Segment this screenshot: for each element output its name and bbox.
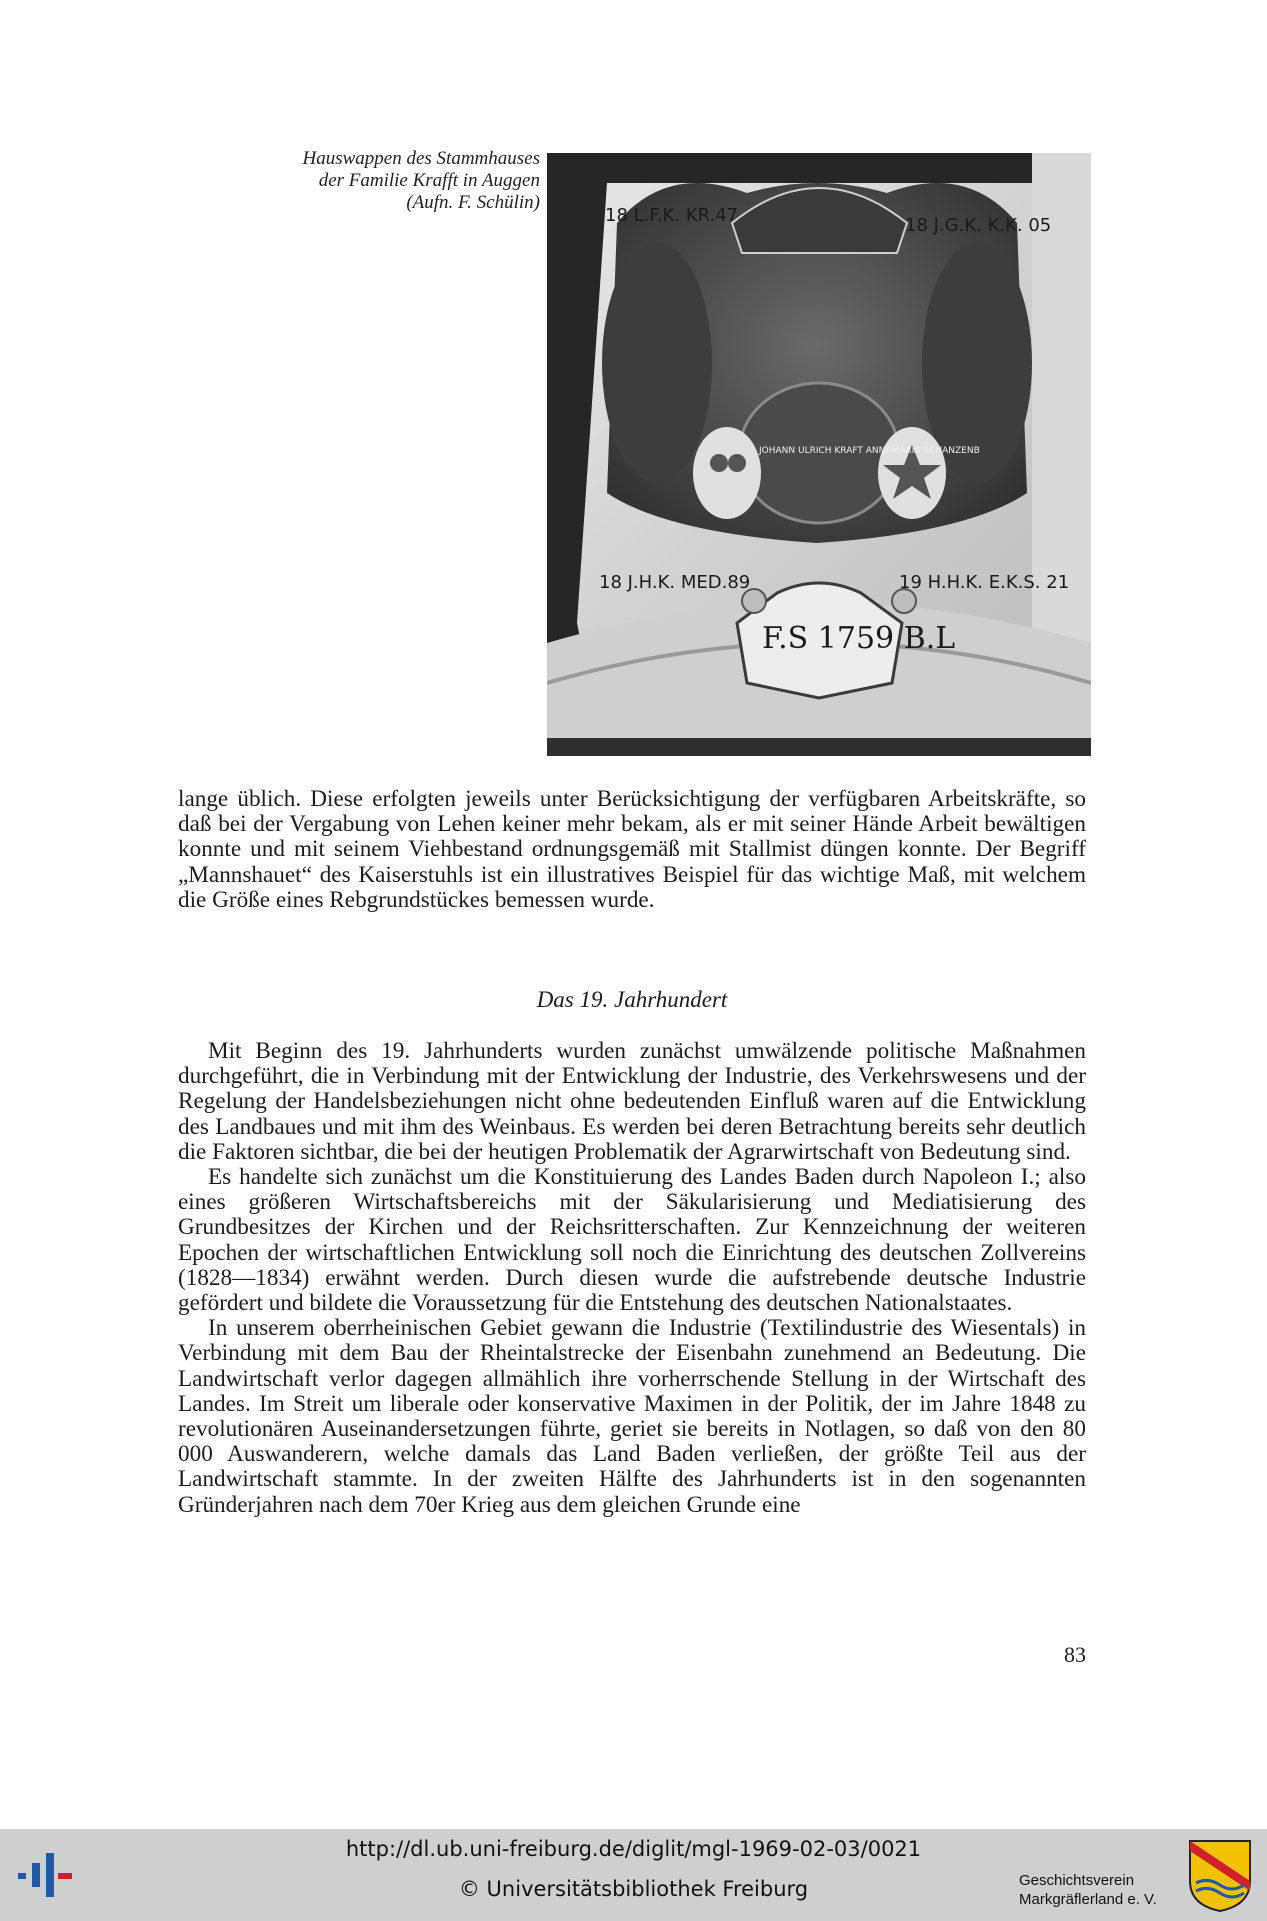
- paragraph-3: In unserem oberrheinischen Gebiet gewann die Industrie (Textilindustrie des Wiesentals) in Verbindung mit dem Bau der Rheintalstrecke der Eisenbahn zunehmend an Bedeutung. Die Landwirtschaft verlor dagegen allmählich ihre vorherrschende Stellung in der Wirtschaft des Landes. Im Streit um liberale oder konservative Maximen in der Politik, der im Jahre 1848 zu revolutionären Auseinandersetzungen führte, geriet sie bereits in Notlagen, so daß von den 80 000 Auswanderern, welche damals das Land Baden verließen, der größte Teil aus der Landwirtschaft stammte. In der zweiten Hälfte des Jahrhunderts ist in den sogenannten Gründerjahren nach dem 70er Krieg aus dem gleichen Grunde eine: [178, 1315, 1086, 1518]
- society-crest-icon: [1188, 1839, 1252, 1917]
- figure-caption: [170, 148, 540, 214]
- footer-url-link[interactable]: http://dl.ub.uni-freiburg.de/diglit/mgl-1969-02-03/0021: [345, 1837, 922, 1861]
- inscription-top-right: 18 J.G.K. K.K. 05: [905, 215, 1052, 236]
- footer-bar: [0, 1829, 1267, 1921]
- inscription-bottom-right: 19 H.H.K. E.K.S. 21: [899, 572, 1070, 593]
- society-line-2: Markgräflerland e. V.: [1019, 1891, 1157, 1908]
- page-number: 83: [1064, 1642, 1086, 1667]
- inscription-bottom-left: 18 J.H.K. MED.89: [599, 572, 751, 593]
- main-text: [178, 1039, 1086, 1518]
- caption-line-1: Hauswappen des Stammhauses: [302, 148, 540, 169]
- section-title: Das 19. Jahrhundert: [536, 987, 728, 1012]
- society-name: [1019, 1871, 1157, 1909]
- paragraph-2: Es handelte sich zunächst um die Konstituierung des Landes Baden durch Napoleon I.; also eines größeren Wirtschaftsbereichs mit der Säkularisierung und Mediatisierung des Grundbesitzes der Kirchen und der Reichsritterschaften. Zur Kennzeichnung der weiteren Epochen der wirtschaftlichen Entwicklung soll noch die Einrichtung des deutschen Zollvereins (1828—1834) erwähnt werden. Durch diesen wurde die aufstrebende deutsche Industrie gefördert und bildete die Voraussetzung für die Entstehung des deutschen Nationalstaates.: [178, 1164, 1086, 1317]
- intro-paragraph: [178, 787, 1086, 913]
- inscription-top-left: 18 L.F.K. KR.47: [605, 205, 739, 226]
- caption-line-2: der Familie Krafft in Auggen: [318, 170, 540, 191]
- coat-of-arms-photo: [547, 153, 1091, 756]
- paragraph-1: Mit Beginn des 19. Jahrhunderts wurden zunächst umwälzende politische Maßnahmen durchgeführt, die in Verbindung mit der Entwicklung der Industrie, des Verkehrswesens und der Regelung der Handelsbeziehungen nicht ohne bedeutenden Einfluß waren auf die Entwicklung des Landbaues und mit ihm des Weinbaus. Es werden bei deren Betrachtung bereits sehr deutlich die Faktoren sichtbar, die bei der heutigen Problematik der Agrarwirtschaft von Bedeutung sind.: [178, 1038, 1086, 1165]
- date-stone-inscription: F.S 1759 B.L: [762, 621, 956, 656]
- society-line-1: Geschichtsverein: [1019, 1872, 1135, 1889]
- caption-line-3: (Aufn. F. Schülin): [406, 192, 540, 213]
- footer-copyright: © Universitätsbibliothek Freiburg: [458, 1877, 809, 1901]
- paragraph: lange üblich. Diese erfolgten jeweils unter Berücksichtigung der verfügbaren Arbeitskräfte, so daß bei der Vergabung von Lehen keiner mehr bekam, als er mit seiner Hände Arbeit bewältigen konnte und mit seinem Viehbestand ordnungsgemäß mit Stallmist düngen konnte. Der Begriff „Mannshauet“ des Kaiserstuhls ist ein illustratives Beispiel für das wichtige Maß, mit welchem die Größe eines Rebgrundstückes bemessen wurde.: [178, 786, 1086, 913]
- shield-inscription: JOHANN ULRICH KRAFT ANNAMARIA SCHANZENB: [759, 446, 980, 456]
